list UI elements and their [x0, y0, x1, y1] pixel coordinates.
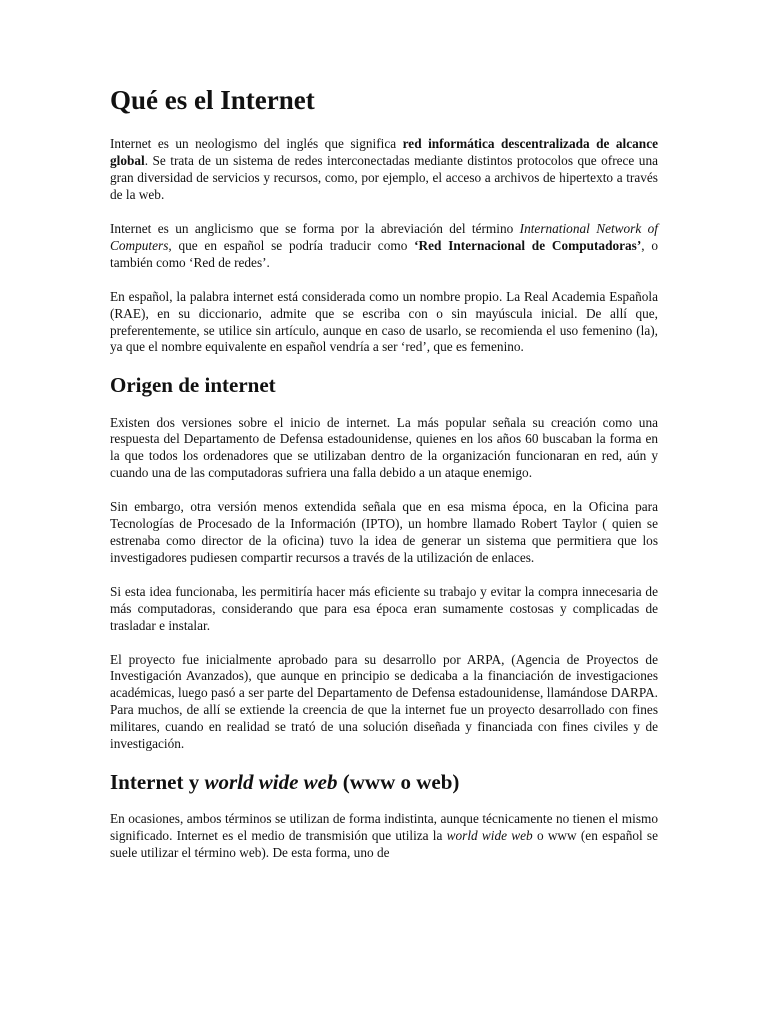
- page-title: Qué es el Internet: [110, 85, 315, 115]
- intro-p2-italic: International Network of Computers: [110, 221, 658, 253]
- intro-paragraph-3: En español, la palabra internet está considerada como un nombre propio. La Real Academia Española (RAE), en su diccionario, admite que se escriba con o sin mayúscula inicial. De allí que, preferentemente, se utilice sin artículo, aunque en caso de usarlo, se recomienda el uso femenino (la), ya que el nombre equivalente en español vendría a ser ‘red’, que es femenino.: [110, 288, 658, 355]
- www-p1-text-a: En ocasiones, ambos términos se utilizan de forma indistinta, aunque técnicamente no tienen el mismo significado. Internet es el medio de transmisión que utiliza la: [110, 811, 658, 844]
- www-heading-text-a: Internet y: [110, 769, 205, 794]
- origin-paragraph-2: Sin embargo, otra versión menos extendida señala que en esa misma época, en la Oficina para Tecnologías de Procesado de la Información (IPTO), un hombre llamado Robert Taylor ( quien se estrenaba como director de la oficina) tuvo la idea de generar un sistema que permitiera que los investigadores pudiesen compartir recursos a través de la utilización de enlaces.: [110, 499, 658, 565]
- document-page: [110, 84, 658, 879]
- www-p1-italic: world wide web: [446, 828, 533, 844]
- origin-heading: Origen de internet: [110, 373, 276, 398]
- intro-p1-text-b: . Se trata de un sistema de redes interconectadas mediante distintos protocolos que ofrece una gran diversidad de servicios y recursos, como, por ejemplo, el acceso a archivos de hipertexto a través de la web.: [110, 153, 658, 203]
- intro-p2-bold: ‘Red Internacional de Computadoras’: [414, 237, 642, 253]
- origin-paragraph-3: Si esta idea funcionaba, les permitiría hacer más eficiente su trabajo y evitar la compra innecesaria de más computadoras, considerando que para esa época eran sumamente costosas y complicadas de trasladar e instalar.: [110, 583, 658, 633]
- www-paragraph-1: [110, 811, 658, 862]
- intro-p1-bold: red informática descentralizada de alcance global: [110, 136, 658, 169]
- intro-p1-text-a: Internet es un neologismo del inglés que significa: [110, 136, 403, 152]
- www-p1-text-b: o www (en español se suele utilizar el término web). De esta forma, uno de: [110, 828, 659, 860]
- www-heading: [110, 770, 658, 795]
- intro-paragraph-1: [110, 136, 658, 204]
- intro-paragraph-2: [110, 221, 658, 272]
- intro-p2-text-c: , o también como ‘Red de redes’.: [110, 237, 659, 270]
- www-heading-italic: world wide web: [204, 769, 338, 794]
- origin-paragraph-4: El proyecto fue inicialmente aprobado para su desarrollo por ARPA, (Agencia de Proyectos de Investigación Avanzados), que aunque en principio se dedicaba a la financiación de investigaciones académicas, luego pasó a ser parte del Departamento de Defensa estadounidense, llamándose DARPA. Para muchos, de allí se extiende la creencia de que la internet fue un proyecto desarrollado con fines militares, cuando en realidad se trató de una solución diseñada y financiada con fines civiles y de investigación.: [110, 651, 658, 752]
- www-heading-text-b: (www o web): [337, 769, 460, 794]
- origin-paragraph-1: Existen dos versiones sobre el inicio de internet. La más popular señala su creación como una respuesta del Departamento de Defensa estadounidense, quienes en los años 60 buscaban la forma en la que todos los ordenadores que se utilizaban dentro de la organización funcionaran en red, aún y cuando una de las computadoras sufriera una falla debido a un ataque enemigo.: [110, 414, 658, 481]
- intro-p2-text-a: Internet es un anglicismo que se forma por la abreviación del término: [110, 221, 520, 237]
- intro-p2-text-b: , que en español se podría traducir como: [168, 237, 415, 253]
